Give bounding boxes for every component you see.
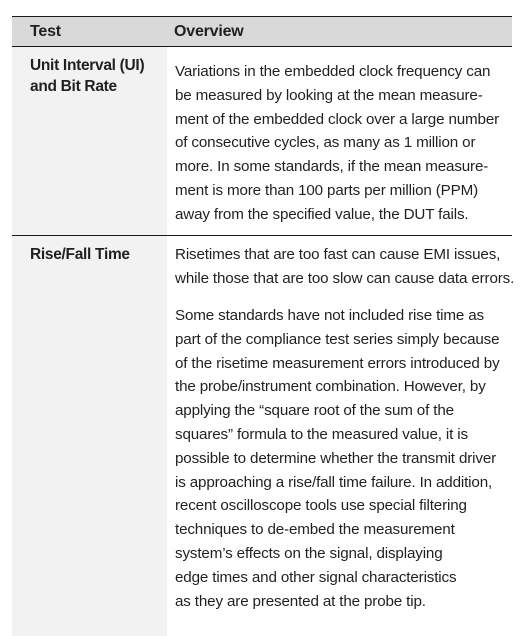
test-overview-table — [12, 16, 515, 636]
overview-line: of consecutive cycles, as many as 1 million or — [175, 134, 476, 152]
overview-line: techniques to de-embed the measurement — [175, 521, 455, 539]
row-rise-fall-label — [30, 244, 160, 265]
overview-line: Variations in the embedded clock frequency can — [175, 63, 491, 80]
overview-line: Some standards have not included rise time as — [175, 307, 484, 324]
label-line: and Bit Rate — [30, 78, 117, 95]
overview-line: as they are presented at the probe tip. — [175, 592, 426, 610]
overview-line: edge times and other signal characteristics — [175, 568, 457, 586]
label-line: Unit Interval (UI) — [30, 57, 145, 74]
overview-line: system’s effects on the signal, displaying — [175, 544, 443, 562]
overview-line: while those that are too slow can cause data errors. — [175, 269, 515, 287]
overview-line: applying the “square root of the sum of the — [175, 402, 454, 420]
overview-line: is approaching a rise/fall time failure. In addition, — [175, 473, 493, 491]
table-header — [12, 16, 512, 47]
label-line: Rise/Fall Time — [30, 246, 130, 263]
header-overview: Overview — [174, 23, 244, 40]
overview-line: the probe/instrument combination. However, by — [175, 378, 486, 396]
rise-fall-overview-detail — [175, 304, 509, 613]
row-unit-interval-label — [30, 55, 160, 97]
overview-line: more. In some standards, if the mean measure- — [175, 158, 489, 176]
unit-interval-overview — [175, 60, 509, 227]
overview-line: be measured by looking at the mean measure- — [175, 86, 483, 104]
header-test: Test — [30, 23, 61, 40]
overview-line: squares” formula to the measured value, it is — [175, 425, 468, 443]
overview-line: of the risetime measurement errors introduced by — [175, 354, 500, 372]
overview-line: away from the specified value, the DUT fails. — [175, 205, 469, 223]
overview-line: Risetimes that are too fast can cause EMI issues, — [175, 246, 501, 263]
overview-line: ment is more than 100 parts per million (PPM) — [175, 181, 479, 199]
overview-line: part of the compliance test series simply because — [175, 330, 500, 348]
overview-line: possible to determine whether the transmit driver — [175, 449, 497, 467]
rise-fall-overview-intro — [175, 243, 515, 291]
row-divider — [12, 235, 512, 236]
overview-line: ment of the embedded clock over a large number — [175, 110, 500, 128]
test-column-background — [12, 47, 167, 636]
overview-line: recent oscilloscope tools use special filtering — [175, 497, 467, 515]
